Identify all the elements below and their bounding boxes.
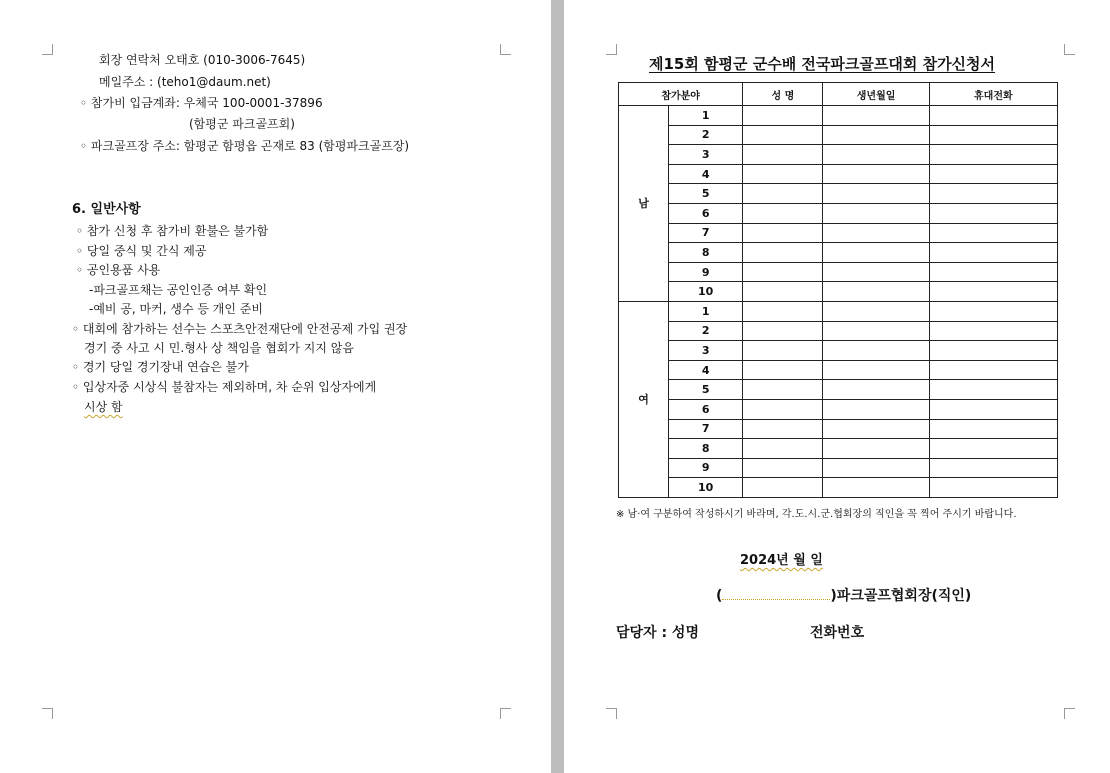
birthdate-cell[interactable] [823,164,929,184]
fee-account-line: ◦ 참가비 입금계좌: 우체국 100-0001-37896 [80,96,323,110]
name-cell[interactable] [743,223,823,243]
list-item: ◦ 공인용품 사용 [76,263,161,277]
row-number: 10 [669,282,743,302]
birthdate-cell[interactable] [823,203,929,223]
birthdate-cell[interactable] [823,360,929,380]
email-line: 메일주소 : (teho1@daum.net) [99,75,271,89]
name-cell[interactable] [743,145,823,165]
list-item: -예비 공, 마커, 생수 등 개인 준비 [89,302,263,316]
table-row [619,301,1058,321]
name-cell[interactable] [743,106,823,126]
table-row [619,399,1058,419]
row-number: 8 [669,243,743,263]
birthdate-cell[interactable] [823,458,929,478]
margin-corner-mark [42,708,53,719]
margin-corner-mark [1064,708,1075,719]
mobile-cell[interactable] [929,321,1057,341]
table-row [619,145,1058,165]
table-header-row [619,83,1058,106]
row-number: 9 [669,458,743,478]
birthdate-cell[interactable] [823,419,929,439]
list-item: ◦ 입상자중 시상식 불참자는 제외하며, 차 순위 입상자에게 [72,380,377,394]
table-row [619,106,1058,126]
name-cell[interactable] [743,203,823,223]
mobile-cell[interactable] [929,262,1057,282]
mobile-cell[interactable] [929,341,1057,361]
table-row [619,203,1058,223]
mobile-cell[interactable] [929,243,1057,263]
row-number: 1 [669,106,743,126]
mobile-cell[interactable] [929,282,1057,302]
section-title: 6. 일반사항 [72,202,141,217]
margin-corner-mark [500,708,511,719]
birthdate-cell[interactable] [823,399,929,419]
name-cell[interactable] [743,439,823,459]
table-row [619,223,1058,243]
table-row [619,360,1058,380]
name-cell[interactable] [743,419,823,439]
birthdate-cell[interactable] [823,262,929,282]
name-cell[interactable] [743,360,823,380]
table-row [619,125,1058,145]
birthdate-cell[interactable] [823,145,929,165]
header-mobile: 휴대전화 [929,83,1057,106]
header-birthdate: 생년월일 [823,83,929,106]
mobile-cell[interactable] [929,399,1057,419]
mobile-cell[interactable] [929,184,1057,204]
submission-date: 2024년 월 일 [740,553,823,568]
list-item: ◦ 경기 당일 경기장내 연습은 불가 [72,360,249,374]
row-number: 6 [669,399,743,419]
table-row [619,243,1058,263]
birthdate-cell[interactable] [823,282,929,302]
name-cell[interactable] [743,262,823,282]
list-item: ◦ 당일 중식 및 간식 제공 [76,244,207,258]
mobile-cell[interactable] [929,419,1057,439]
table-row [619,458,1058,478]
association-name-blank[interactable] [722,587,830,600]
name-cell[interactable] [743,399,823,419]
row-number: 2 [669,125,743,145]
row-number: 4 [669,360,743,380]
account-holder-line: (함평군 파크골프회) [189,117,295,131]
form-note: ※ 남·여 구분하여 작성하시기 바라며, 각.도.시.군.협회장의 직인을 꼭 찍어 주시기 바랍니다. [616,509,1017,520]
birthdate-cell[interactable] [823,301,929,321]
row-number: 8 [669,439,743,459]
birthdate-cell[interactable] [823,341,929,361]
name-cell[interactable] [743,184,823,204]
name-cell[interactable] [743,282,823,302]
header-name: 성 명 [743,83,823,106]
mobile-cell[interactable] [929,478,1057,498]
row-number: 10 [669,478,743,498]
row-number: 6 [669,203,743,223]
row-number: 2 [669,321,743,341]
contact-phone-label: 전화번호 [810,625,865,641]
contact-name-label: 담당자 : 성명 [616,625,699,641]
table-row [619,341,1058,361]
list-item: ◦ 대회에 참가하는 선수는 스포츠안전재단에 안전공제 가입 권장 [72,322,408,336]
mobile-cell[interactable] [929,125,1057,145]
margin-corner-mark [1064,44,1075,55]
name-cell[interactable] [743,243,823,263]
association-signature-line [716,585,971,605]
course-address-line: ◦ 파크골프장 주소: 함평군 함평읍 곤재로 83 (함평파크골프장) [80,139,410,153]
margin-corner-mark [42,44,53,55]
row-number: 3 [669,145,743,165]
birthdate-cell[interactable] [823,321,929,341]
table-row [619,321,1058,341]
registration-table [618,82,1058,498]
list-item: -파크골프채는 공인인증 여부 확인 [89,283,268,297]
list-item: 경기 중 사고 시 민.형사 상 책임을 협회가 지지 않음 [84,341,354,355]
table-row [619,419,1058,439]
document-page-left [0,0,551,773]
mobile-cell[interactable] [929,380,1057,400]
birthdate-cell[interactable] [823,439,929,459]
mobile-cell[interactable] [929,203,1057,223]
name-cell[interactable] [743,301,823,321]
page-gutter [551,0,564,773]
row-number: 5 [669,184,743,204]
table-row [619,380,1058,400]
name-cell[interactable] [743,164,823,184]
name-cell[interactable] [743,321,823,341]
mobile-cell[interactable] [929,301,1057,321]
table-row [619,262,1058,282]
birthdate-cell[interactable] [823,243,929,263]
mobile-cell[interactable] [929,145,1057,165]
row-number: 7 [669,223,743,243]
row-number: 9 [669,262,743,282]
birthdate-cell[interactable] [823,184,929,204]
list-item: 시상 함 [84,400,123,414]
birthdate-cell[interactable] [823,125,929,145]
row-number: 5 [669,380,743,400]
name-cell[interactable] [743,458,823,478]
table-row [619,282,1058,302]
document-page-right [564,0,1110,773]
margin-corner-mark [500,44,511,55]
name-cell[interactable] [743,125,823,145]
birthdate-cell[interactable] [823,478,929,498]
name-cell[interactable] [743,478,823,498]
header-category: 참가분야 [619,83,743,106]
name-cell[interactable] [743,341,823,361]
birthdate-cell[interactable] [823,223,929,243]
margin-corner-mark [606,708,617,719]
chairman-contact-line: 회장 연락처 오태호 (010-3006-7645) [99,53,306,67]
birthdate-cell[interactable] [823,380,929,400]
signature-text: )파크골프협회장(직인) [830,588,972,604]
form-title: 제15회 함평군 군수배 전국파크골프대회 참가신청서 [648,55,996,73]
table-row [619,164,1058,184]
table-row [619,184,1058,204]
row-number: 4 [669,164,743,184]
birthdate-cell[interactable] [823,106,929,126]
mobile-cell[interactable] [929,360,1057,380]
list-item: ◦ 참가 신청 후 참가비 환불은 불가함 [76,224,269,238]
group-female-label: 여 [619,301,669,497]
row-number: 7 [669,419,743,439]
name-cell[interactable] [743,380,823,400]
mobile-cell[interactable] [929,458,1057,478]
row-number: 1 [669,301,743,321]
mobile-cell[interactable] [929,106,1057,126]
row-number: 3 [669,341,743,361]
mobile-cell[interactable] [929,439,1057,459]
table-row [619,439,1058,459]
signature-open-paren: ( [716,588,723,604]
table-row [619,478,1058,498]
group-male-label: 남 [619,106,669,302]
mobile-cell[interactable] [929,164,1057,184]
mobile-cell[interactable] [929,223,1057,243]
